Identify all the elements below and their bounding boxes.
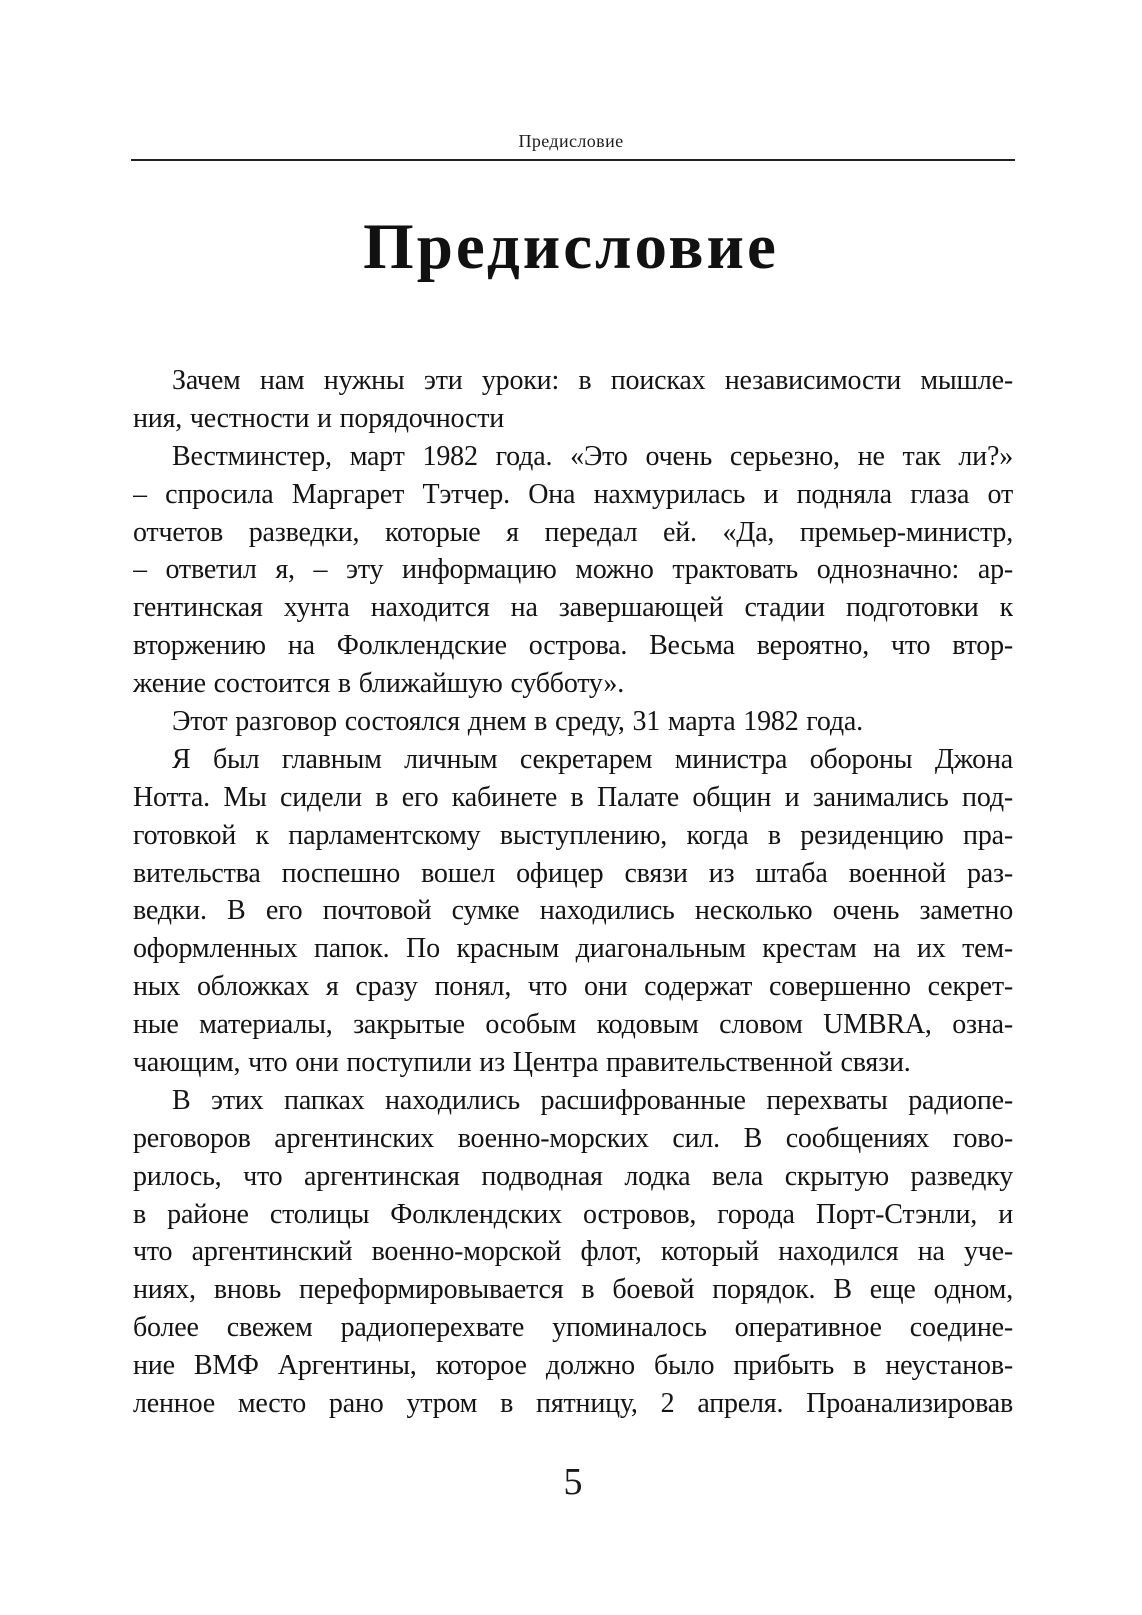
text-line: отчетов разведки, которые я передал ей. «Да, премьер-министр,	[133, 516, 1013, 548]
text-line: жение состоится в ближайшую субботу».	[133, 668, 625, 700]
text-line: более свежем радиоперехвате упоминалось оперативное соедине-	[133, 1312, 1013, 1344]
text-line: вторжению на Фолклендские острова. Весьма вероятно, что втор-	[133, 630, 1013, 662]
text-line: вительства поспешно вошел офицер связи из штаба военной раз-	[133, 857, 1013, 889]
text-line: ведки. В его почтовой сумке находились несколько очень заметно	[133, 895, 1013, 927]
text-line: ния, честности и порядочности	[133, 402, 505, 434]
text-line: в районе столицы Фолклендских островов, города Порт-Стэнли, и	[133, 1198, 1013, 1230]
text-line: – ответил я, – эту информацию можно трактовать однозначно: ар-	[133, 554, 1013, 586]
running-header: Предисловие	[518, 131, 624, 151]
text-line: что аргентинский военно-морской флот, который находился на уче-	[133, 1236, 1013, 1268]
body-text	[133, 362, 1013, 1423]
text-line: чающим, что они поступили из Центра правительственной связи.	[133, 1047, 911, 1079]
text-line: готовкой к парламентскому выступлению, когда в резиденцию пра-	[133, 819, 1013, 851]
text-line: В этих папках находились расшифрованные перехваты радиопе-	[172, 1084, 1013, 1116]
text-line: ных обложках я сразу понял, что они содержат совершенно секрет-	[133, 971, 1013, 1003]
text-line: ленное место рано утром в пятницу, 2 апреля. Проанализировав	[133, 1388, 1013, 1420]
text-line: Вестминстер, март 1982 года. «Это очень серьезно, не так ли?»	[172, 440, 1013, 472]
header-rule	[131, 159, 1015, 161]
page-number: 5	[563, 1461, 583, 1503]
text-line: ниях, вновь переформировывается в боевой порядок. В еще одном,	[133, 1274, 1013, 1306]
text-line: Этот разговор состоялся днем в среду, 31 марта 1982 года.	[172, 706, 863, 738]
text-line: Зачем нам нужны эти уроки: в поисках независимости мышле-	[172, 365, 1013, 396]
paragraph	[133, 703, 1013, 741]
paragraph	[133, 1082, 1013, 1423]
text-line: гентинская хунта находится на завершающей стадии подготовки к	[133, 592, 1013, 624]
paragraph	[133, 438, 1013, 703]
text-line: рилось, что аргентинская подводная лодка вела скрытую разведку	[133, 1160, 1013, 1192]
text-line: реговоров аргентинских военно-морских сил. В сообщениях гово-	[133, 1122, 1013, 1154]
paragraph	[133, 741, 1013, 1082]
paragraph	[133, 362, 1013, 438]
text-line: Нотта. Мы сидели в его кабинете в Палате общин и занимались под-	[133, 781, 1013, 813]
page-title: Предисловие	[363, 211, 779, 283]
text-line: – спросила Маргарет Тэтчер. Она нахмурилась и подняла глаза от	[133, 478, 1013, 510]
text-line: оформленных папок. По красным диагональным крестам на их тем-	[133, 933, 1013, 965]
text-line: Я был главным личным секретарем министра обороны Джона	[172, 743, 1013, 775]
text-line: ные материалы, закрытые особым кодовым словом UMBRA, озна-	[133, 1009, 1013, 1041]
text-line: ние ВМФ Аргентины, которое должно было прибыть в неустанов-	[133, 1350, 1013, 1382]
